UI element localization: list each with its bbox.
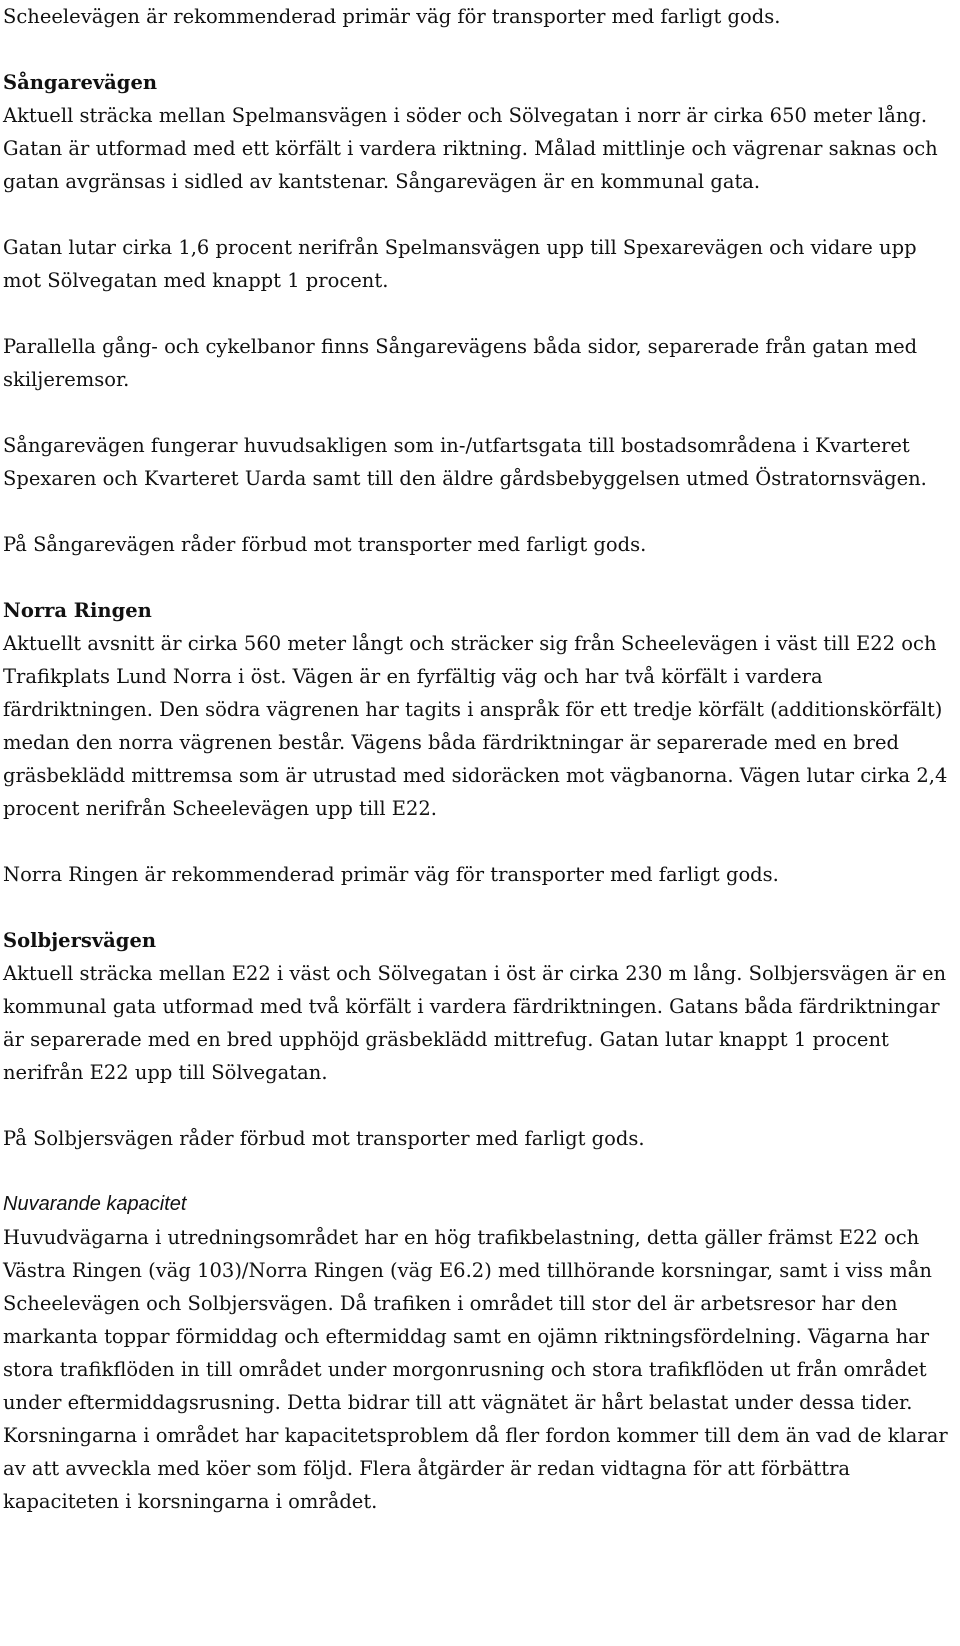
intro-paragraph: Scheelevägen är rekommenderad primär väg för transporter med farligt gods. [3, 5, 781, 28]
document-page [3, 0, 953, 1518]
sangarevagen-p3: Parallella gång- och cykelbanor finns Sångarevägens båda sidor, separerade från gatan med skiljeremsor. [3, 335, 918, 391]
norra-ringen-p2: Norra Ringen är rekommenderad primär väg för transporter med farligt gods. [3, 863, 779, 886]
sangarevagen-p4: Sångarevägen fungerar huvudsakligen som in-/utfartsgata till bostadsområdena i Kvarteret Spexaren och Kvarteret Uarda samt till den äldre gårdsbebyggelsen utmed Östratornsvägen. [3, 434, 927, 490]
section-heading-norra-ringen: Norra Ringen [3, 599, 152, 622]
sangarevagen-section-p1 [3, 66, 953, 198]
kapacitet-section [3, 1188, 953, 1518]
kapacitet-p1: Huvudvägarna i utredningsområdet har en hög trafikbelastning, detta gäller främst E22 och Västra Ringen (väg 103)/Norra Ringen (väg E6.2) med tillhörande korsningar, samt i viss mån Scheelevägen och Solbjersvägen. Då trafiken i området till stor del är arbetsresor har den markanta toppar förmiddag och eftermiddag samt en ojämn riktningsfördelning. Vägarna har stora trafikflöden in till området under morgonrusning och stora trafikflöden ut från området under eftermiddagsrusning. Detta bidrar till att vägnätet är hårt belastat under dessa tider. Korsningarna i området har kapacitetsproblem då fler fordon kommer till dem än vad de klarar av att avveckla med köer som följd. Flera åtgärder är redan vidtagna för att förbättra kapaciteten i korsningarna i området. [3, 1226, 948, 1513]
norra-ringen-p1: Aktuellt avsnitt är cirka 560 meter långt och sträcker sig från Scheelevägen i väst till E22 och Trafikplats Lund Norra i öst. Vägen är en fyrfältig väg och har två körfält i vardera färdriktningen. Den södra vägrenen har tagits i anspråk för ett tredje körfält (additionskörfält) medan den norra vägrenen består. Vägens båda färdriktningar är separerade med en bred gräsbeklädd mittremsa som är utrustad med sidoräcken mot vägbanorna. Vägen lutar cirka 2,4 procent nerifrån Scheelevägen upp till E22. [3, 632, 948, 820]
sangarevagen-p1: Aktuell sträcka mellan Spelmansvägen i söder och Sölvegatan i norr är cirka 650 meter lång. Gatan är utformad med ett körfält i vardera riktning. Målad mittlinje och vägrenar saknas och gatan avgränsas i sidled av kantstenar. Sångarevägen är en kommunal gata. [3, 104, 938, 193]
section-heading-solbjersvagen: Solbjersvägen [3, 929, 157, 952]
solbjersvagen-p2: På Solbjersvägen råder förbud mot transporter med farligt gods. [3, 1127, 645, 1150]
norra-ringen-section-p1 [3, 594, 953, 825]
section-heading-nuvarande-kapacitet: Nuvarande kapacitet [3, 1193, 187, 1215]
solbjersvagen-section-p1 [3, 924, 953, 1089]
section-heading-sangarevagen: Sångarevägen [3, 71, 158, 94]
sangarevagen-p2: Gatan lutar cirka 1,6 procent nerifrån Spelmansvägen upp till Spexarevägen och vidare upp mot Sölvegatan med knappt 1 procent. [3, 236, 917, 292]
solbjersvagen-p1: Aktuell sträcka mellan E22 i väst och Sölvegatan i öst är cirka 230 m lång. Solbjersvägen är en kommunal gata utformad med två körfält i vardera färdriktningen. Gatans båda färdriktningar är separerade med en bred upphöjd gräsbeklädd mittrefug. Gatan lutar knappt 1 procent nerifrån E22 upp till Sölvegatan. [3, 962, 947, 1084]
sangarevagen-p5: På Sångarevägen råder förbud mot transporter med farligt gods. [3, 533, 647, 556]
